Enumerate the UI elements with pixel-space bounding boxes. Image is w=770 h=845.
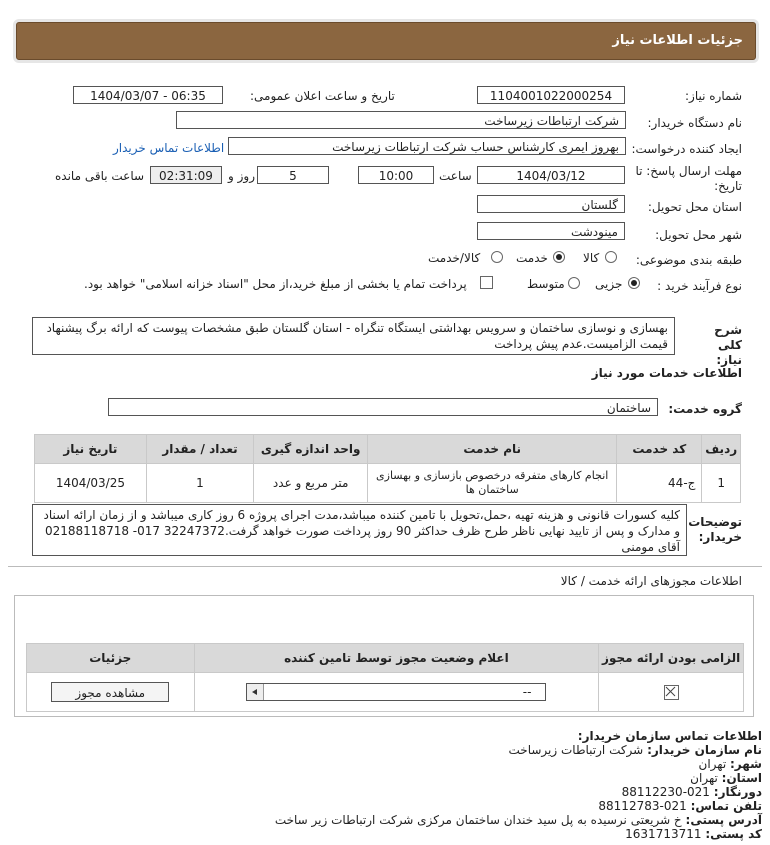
process-option-medium: متوسط bbox=[527, 277, 565, 291]
cell-qty: 1 bbox=[146, 464, 253, 503]
creator-label: ایجاد کننده درخواست: bbox=[631, 142, 742, 156]
contact-city-label: شهر: bbox=[730, 757, 762, 771]
deadline-date-field[interactable]: 1404/03/12 bbox=[477, 166, 625, 184]
contact-block bbox=[275, 729, 762, 841]
time-label: ساعت bbox=[439, 169, 472, 183]
contact-address-label: آدرس پستی: bbox=[685, 813, 762, 827]
buyer-notes-field[interactable]: کلیه کسورات قانونی و هزینه تهیه ،حمل،تحویل با تامین کننده میباشد،مدت اجرای پروژه 6 روز کاری میباشد و از زمان ارائه اسناد و مدارک و پس از تایید نهایی ناظر طرح ظرف حداکثر 90 روز پرداخت صورت خواهد گرفت.32247372 017- 02188118718 آقای مومنی bbox=[32, 504, 687, 556]
col-permit-details: جزئیات bbox=[27, 644, 195, 673]
province-field[interactable]: گلستان bbox=[477, 195, 625, 213]
page-header bbox=[16, 22, 756, 60]
announce-field[interactable]: 1404/03/07 - 06:35 bbox=[73, 86, 223, 104]
service-group-label: گروه خدمت: bbox=[668, 402, 742, 416]
required-checkbox bbox=[664, 685, 679, 700]
category-radio-both[interactable] bbox=[491, 251, 503, 263]
table-row bbox=[27, 673, 744, 712]
contact-postal-label: کد پستی: bbox=[705, 827, 762, 841]
contact-fax-value: 021-88112230 bbox=[621, 785, 710, 799]
summary-field[interactable]: بهسازی و نوسازی ساختمان و سرویس بهداشتی ایستگاه تنگراه - استان گلستان طبق مشخصات پیوست که ارائه برگ پیشنهاد قیمت الزامیست.عدم پیش پرداخت bbox=[32, 317, 675, 355]
view-permit-button[interactable]: مشاهده مجوز bbox=[51, 682, 169, 702]
cell-name: انجام کارهای متفرقه درخصوص بازسازی و بهسازی ساختمان ها bbox=[368, 464, 617, 503]
city-label: شهر محل تحویل: bbox=[655, 228, 742, 242]
category-option-goods: کالا bbox=[583, 251, 600, 265]
x-mark-icon bbox=[664, 685, 677, 698]
remaining-label: ساعت باقی مانده bbox=[55, 169, 145, 183]
col-permit-status: اعلام وضعیت مجوز توسط تامین کننده bbox=[194, 644, 599, 673]
cell-unit: متر مربع و عدد bbox=[254, 464, 368, 503]
cell-code: ج-44 bbox=[617, 464, 702, 503]
process-label: نوع فرآیند خرید : bbox=[657, 279, 742, 293]
contact-city-value: تهران bbox=[698, 757, 727, 771]
contact-phone-value: 021-88112783 bbox=[598, 799, 687, 813]
treasury-checkbox[interactable] bbox=[480, 276, 493, 289]
table-row bbox=[35, 464, 741, 503]
city-field[interactable]: مینودشت bbox=[477, 222, 625, 240]
need-number-field[interactable]: 1104001022000254 bbox=[477, 86, 625, 104]
col-permit-required: الزامی بودن ارائه مجوز bbox=[599, 644, 744, 673]
remaining-time-field: 02:31:09 bbox=[150, 166, 222, 184]
contact-org-value: شرکت ارتباطات زیرساخت bbox=[508, 743, 644, 757]
province-label: استان محل تحویل: bbox=[647, 200, 742, 214]
process-radio-medium[interactable] bbox=[568, 277, 580, 289]
days-label: روز و bbox=[228, 169, 255, 183]
permits-table bbox=[26, 643, 744, 712]
permits-table-header bbox=[27, 644, 744, 673]
creator-field[interactable]: بهروز ایمری کارشناس حساب شرکت ارتباطات زیرساخت bbox=[228, 137, 626, 155]
contact-org-label: نام سازمان خریدار: bbox=[647, 743, 762, 757]
cell-row: 1 bbox=[702, 464, 741, 503]
cell-permit-details bbox=[27, 673, 195, 712]
category-radio-goods[interactable] bbox=[605, 251, 617, 263]
category-label: طبقه بندی موضوعی: bbox=[635, 253, 742, 267]
process-radio-minor[interactable] bbox=[628, 277, 640, 289]
contact-phone-label: تلفن تماس: bbox=[690, 799, 762, 813]
buyer-field[interactable]: شرکت ارتباطات زیرساخت bbox=[176, 111, 626, 129]
contact-fax-label: دورنگار: bbox=[713, 785, 762, 799]
services-section-title: اطلاعات خدمات مورد نیاز bbox=[591, 366, 742, 380]
cell-permit-status bbox=[194, 673, 599, 712]
deadline-label: مهلت ارسال پاسخ: تا تاریخ: bbox=[635, 164, 742, 193]
contact-postal-value: 1631713711 bbox=[625, 827, 702, 841]
buyer-contact-link[interactable]: اطلاعات تماس خریدار bbox=[113, 141, 225, 155]
service-group-field[interactable]: ساختمان bbox=[108, 398, 658, 416]
page-title: جزئیات اطلاعات نیاز bbox=[612, 33, 743, 48]
chevron-down-icon[interactable] bbox=[247, 684, 264, 700]
col-date: تاریخ نیاز bbox=[35, 435, 147, 464]
deadline-time-field[interactable]: 10:00 bbox=[358, 166, 434, 184]
treasury-note: پرداخت تمام یا بخشی از مبلغ خرید،از محل "اسناد خزانه اسلامی" خواهد بود. bbox=[84, 277, 467, 291]
col-qty: تعداد / مقدار bbox=[146, 435, 253, 464]
contact-province-label: استان: bbox=[721, 771, 762, 785]
announce-label: تاریخ و ساعت اعلان عمومی: bbox=[250, 89, 395, 103]
permit-status-value: -- bbox=[522, 685, 532, 699]
col-code: کد خدمت bbox=[617, 435, 702, 464]
category-option-both: کالا/خدمت bbox=[428, 251, 481, 265]
permits-section-title: اطلاعات مجوزهای ارائه خدمت / کالا bbox=[560, 574, 742, 588]
need-number-label: شماره نیاز: bbox=[685, 89, 742, 103]
divider bbox=[8, 566, 762, 567]
col-unit: واحد اندازه گیری bbox=[254, 435, 368, 464]
category-option-service: خدمت bbox=[516, 251, 548, 265]
summary-label: شرح کلی نیاز: bbox=[714, 323, 742, 367]
col-row: ردیف bbox=[702, 435, 741, 464]
category-radio-service[interactable] bbox=[553, 251, 565, 263]
permit-status-select[interactable] bbox=[246, 683, 546, 701]
cell-permit-required bbox=[599, 673, 744, 712]
services-table bbox=[34, 434, 741, 503]
cell-date: 1404/03/25 bbox=[35, 464, 147, 503]
services-table-header bbox=[35, 435, 741, 464]
contact-title: اطلاعات تماس سازمان خریدار: bbox=[577, 729, 762, 743]
contact-address-value: خ شریعتی نرسیده به پل سید خندان ساختمان مرکزی شرکت ارتباطات زیر ساخت bbox=[274, 813, 682, 827]
days-field[interactable]: 5 bbox=[257, 166, 329, 184]
buyer-notes-label: توضیحات خریدار: bbox=[688, 515, 742, 544]
col-name: نام خدمت bbox=[368, 435, 617, 464]
process-option-minor: جزیی bbox=[595, 277, 623, 291]
buyer-label: نام دستگاه خریدار: bbox=[647, 116, 742, 130]
contact-province-value: تهران bbox=[690, 771, 718, 785]
